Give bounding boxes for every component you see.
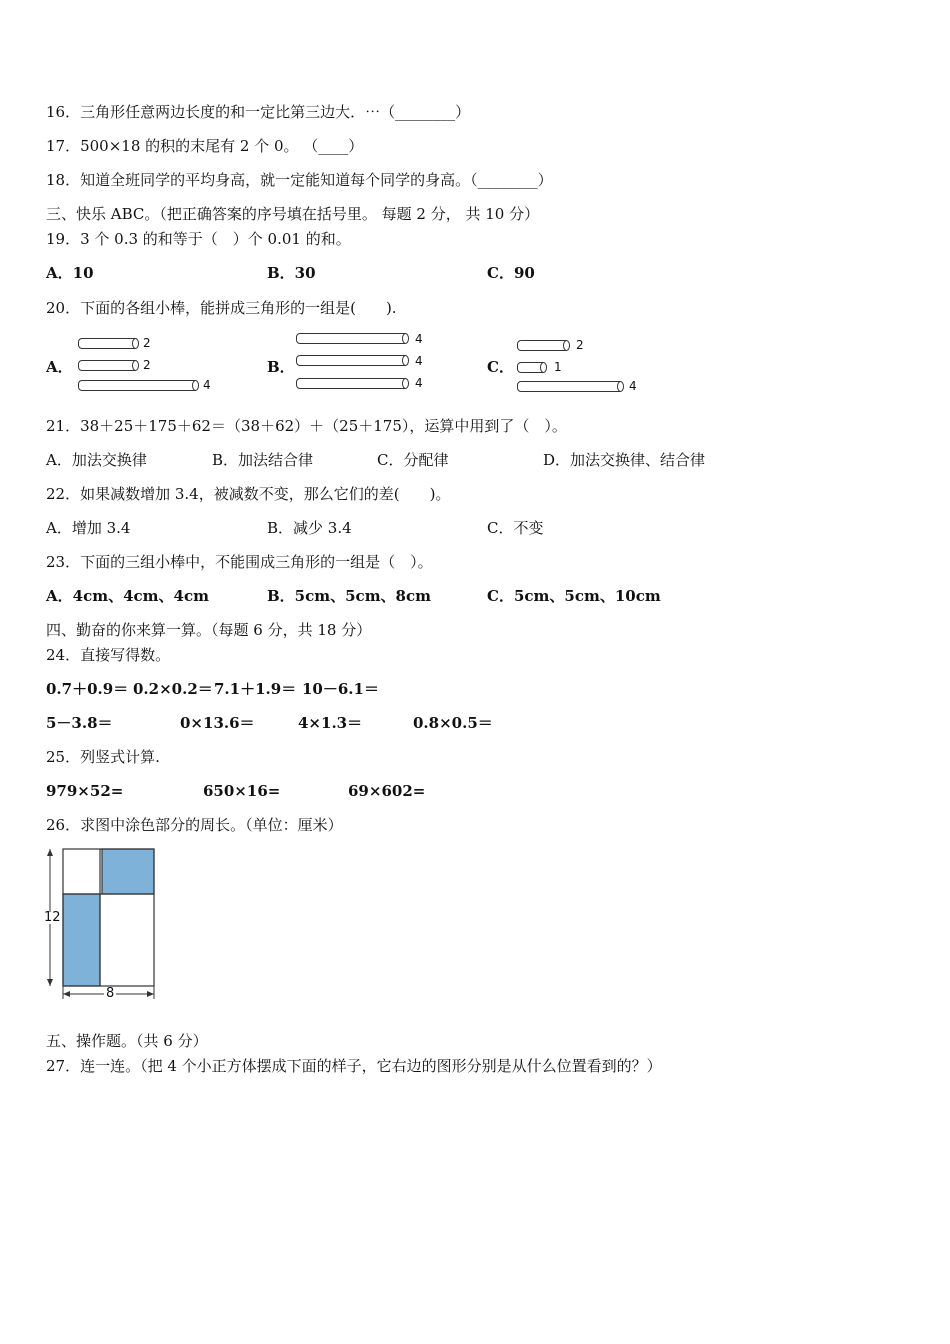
- q19-option-a: A．10: [46, 264, 94, 282]
- rod-a2: [78, 360, 138, 371]
- question-19: 19．3 个 0.3 的和等于（ ）个 0.01 的和。: [46, 230, 351, 248]
- section-5-heading: 五、操作题。（共 6 分）: [46, 1032, 208, 1050]
- question-23: 23．下面的三组小棒中，不能围成三角形的一组是（ ）。: [46, 553, 433, 571]
- arrow-left-icon: [63, 991, 70, 997]
- q21-option-d: D．加法交换律、结合律: [543, 451, 706, 469]
- shaded-left-rect: [63, 894, 100, 986]
- vertical-calc-item: 979×52=: [46, 782, 124, 800]
- question-17: 17．500×18 的积的末尾有 2 个 0。 （____）: [46, 137, 364, 155]
- rod-b2: [296, 355, 408, 366]
- section-4-heading: 四、勤奋的你来算一算。（每题 6 分，共 18 分）: [46, 621, 372, 639]
- q23-option-b: B．5cm、5cm、8cm: [267, 587, 432, 605]
- rod-c2-label: 1: [554, 360, 562, 374]
- rod-a3: [78, 380, 198, 391]
- question-18: 18．知道全班同学的平均身高，就一定能知道每个同学的身高。（________）: [46, 171, 553, 189]
- rod-a2-label: 2: [143, 358, 151, 372]
- height-label: 12: [44, 910, 61, 925]
- calc-item: 0.2×0.2＝: [133, 680, 213, 698]
- calc-item: 0.7＋0.9＝: [46, 680, 129, 698]
- rod-a1-label: 2: [143, 336, 151, 350]
- rod-b3-label: 4: [415, 376, 423, 390]
- arrow-down-icon: [47, 979, 53, 986]
- q22-option-c: C．不变: [487, 519, 544, 537]
- rod-c2: [517, 362, 546, 373]
- calc-item: 0.8×0.5＝: [413, 714, 493, 732]
- q23-option-a: A．4cm、4cm、4cm: [46, 587, 209, 605]
- calc-item: 0×13.6＝: [180, 714, 255, 732]
- rod-c3: [517, 381, 623, 392]
- q20-option-b-label: B．: [267, 358, 295, 376]
- q19-option-b: B．30: [267, 264, 316, 282]
- rod-b1: [296, 333, 408, 344]
- question-21: 21．38＋25＋175＋62＝（38＋62）＋（25＋175），运算中用到了（ ）。: [46, 417, 567, 435]
- calc-item: 10－6.1＝: [302, 680, 379, 698]
- rod-b2-label: 4: [415, 354, 423, 368]
- q22-option-b: B．减少 3.4: [267, 519, 352, 537]
- vertical-calc-item: 650×16=: [203, 782, 281, 800]
- rod-b1-label: 4: [415, 332, 423, 346]
- q21-option-a: A．加法交换律: [46, 451, 147, 469]
- question-22: 22．如果减数增加 3.4，被减数不变，那么它们的差( )。: [46, 485, 451, 503]
- section-3-heading: 三、快乐 ABC。（把正确答案的序号填在括号里。 每题 2 分， 共 10 分）: [46, 205, 540, 223]
- q20-option-c-label: C．: [487, 358, 514, 376]
- shaded-top-rect: [102, 849, 154, 894]
- arrow-right-icon: [147, 991, 154, 997]
- vertical-calc-item: 69×602=: [348, 782, 426, 800]
- q23-option-c: C．5cm、5cm、10cm: [487, 587, 661, 605]
- q21-option-b: B．加法结合律: [212, 451, 314, 469]
- q20-option-a-label: A．: [46, 358, 73, 376]
- question-27: 27．连一连。（把 4 个小正方体摆成下面的样子，它右边的图形分别是从什么位置看到的？）: [46, 1057, 662, 1075]
- calc-item: 7.1＋1.9＝: [214, 680, 297, 698]
- rod-c3-label: 4: [629, 379, 637, 393]
- rod-a1: [78, 338, 138, 349]
- question-24: 24．直接写得数。: [46, 646, 171, 664]
- q22-option-a: A．增加 3.4: [46, 519, 131, 537]
- arrow-up-icon: [47, 849, 53, 856]
- q19-option-c: C．90: [487, 264, 535, 282]
- question-26: 26．求图中涂色部分的周长。（单位：厘米）: [46, 816, 343, 834]
- rod-c1: [517, 340, 569, 351]
- calc-item: 5－3.8＝: [46, 714, 113, 732]
- rod-b3: [296, 378, 408, 389]
- rod-a3-label: 4: [203, 378, 211, 392]
- calc-item: 4×1.3＝: [298, 714, 363, 732]
- width-label: 8: [106, 986, 115, 1001]
- question-20: 20．下面的各组小棒，能拼成三角形的一组是( ).: [46, 299, 397, 317]
- q21-option-c: C．分配律: [377, 451, 449, 469]
- rod-c1-label: 2: [576, 338, 584, 352]
- question-16: 16．三角形任意两边长度的和一定比第三边大．⋯（________）: [46, 103, 471, 121]
- question-25: 25．列竖式计算.: [46, 748, 160, 766]
